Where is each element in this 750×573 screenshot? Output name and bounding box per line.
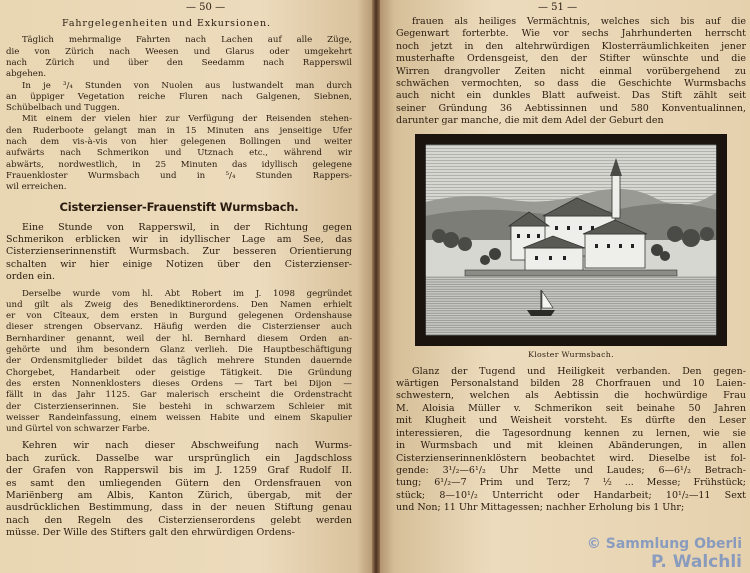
text-line: Mit einem der vielen hier zur Verfügung der Reisenden stehen- xyxy=(22,114,352,125)
text-line: schwächen vermochten, so dass die Geschichte Wurmsbachs xyxy=(396,78,746,90)
book-gutter xyxy=(372,0,380,573)
text-line: Schübelbach und Tuggen. xyxy=(6,103,120,114)
text-line: gende: 3¹/₂—6¹/₂ Uhr Mette und Laudes; 6—6¹/₂ Betrach- xyxy=(396,464,746,476)
left-para-3 xyxy=(6,114,352,193)
text-line: der Ordensmitglieder bildet das täglich mehrere Stunden dauernde xyxy=(6,356,352,367)
watermark xyxy=(587,535,742,571)
text-line: es samt den umliegenden Gütern den Ordensfrauen von xyxy=(6,477,352,489)
text-line: müsse. Der Wille des Stifters galt den ehrwürdigen Ordens- xyxy=(6,527,295,539)
text-line: Kehren wir nach dieser Abschweifung nach Wurms- xyxy=(22,440,352,452)
watermark-line-2: P. Walchli xyxy=(651,552,742,572)
text-line: die von Zürich nach Weesen und Glarus oder umgekehrt xyxy=(6,46,352,57)
left-page xyxy=(0,0,372,573)
text-line: weisser Randeinfassung, einem weissen Habite und einem Skapulier xyxy=(6,412,352,423)
text-line: fällt in das Jahr 1125. Gar malerisch erscheint die Ordenstracht xyxy=(6,390,352,401)
text-line: Bernhardiner genannt, weil der hl. Bernhard diesem Orden an- xyxy=(6,333,352,344)
text-line: er von Cîteaux, dem ersten in Burgund gelegenen Ordenshause xyxy=(6,311,352,322)
text-line: Chorgebet, Handarbeit oder geistige Tätigkeit. Die Gründung xyxy=(6,367,352,378)
text-line: Täglich mehrmalige Fahrten nach Lachen auf alle Züge, xyxy=(22,35,352,46)
text-line: und Gürtel von schwarzer Farbe. xyxy=(6,424,150,435)
illustration-caption: Kloster Wurmsbach. xyxy=(528,349,614,359)
text-line: der Cisterzienserinnen. Sie bestehi in schwarzem Schleier mit xyxy=(6,401,352,412)
text-line: schalten wir hier einige Notizen über den Cisterzienser- xyxy=(6,258,352,270)
text-line: frauen als heiliges Vermächtnis, welches sich bis auf die xyxy=(412,16,746,27)
text-line: dieser strengen Observanz. Häufig werden die Cisterzienser auch xyxy=(6,322,352,333)
running-head: Fahrgelegenheiten und Exkursionen. xyxy=(62,18,271,29)
text-line: ausdrücklichen Bestimmung, dass in der neuen Stiftung genau xyxy=(6,502,352,514)
text-line: tung; 6¹/₂—7 Prim und Terz; 7 ½ ... Messe; Frühstück; xyxy=(396,477,746,489)
text-line: Cisterzienserinnenklöstern beobachtet wird. Dieselbe ist fol- xyxy=(396,452,746,464)
text-line: nach dem vis-à-vis von hier gelegenen Bollingen und weiter xyxy=(6,137,352,148)
text-line: wil erreichen. xyxy=(6,182,67,193)
text-line: nach den Regeln des Cisterzienserordens gelebt werden xyxy=(6,514,352,526)
text-line: Derselbe wurde vom hl. Abt Robert im J. 1098 gegründet xyxy=(22,288,352,299)
right-para-1 xyxy=(396,16,746,128)
text-line: und Non; 11 Uhr Mittagessen; nachher Erholung bis 1 Uhr; xyxy=(396,502,685,514)
text-line: mit Klugheit und Weisheit vorsteht. Es dürfte den Leser xyxy=(396,415,746,427)
text-line: wärtigen Personalstand bilden 28 Chorfrauen und 10 Laien- xyxy=(396,378,746,390)
text-line: gehörte und ihm besondern Glanz verlieh. Die Hauptbeschäftigung xyxy=(6,345,352,356)
right-page-number: — 51 — xyxy=(538,2,578,13)
text-line: der Grafen von Rapperswil bis im J. 1259 Graf Rudolf II. xyxy=(6,465,352,477)
text-line: seiner Gründung 36 Aebtissinnen und 580 Konventualinnen, xyxy=(396,102,746,114)
text-line: stück; 8—10¹/₂ Unterricht oder Handarbeit; 10¹/₂—11 Sext xyxy=(396,489,746,501)
text-line: Mariënberg am Albis, Kanton Zürich, übergab, mit der xyxy=(6,490,352,502)
left-para-6 xyxy=(6,440,352,539)
text-line: interessieren, die Tagesordnung kennen zu lernen, wie sie xyxy=(396,427,746,439)
text-line: Cisterzienserinnenstift Wurmsbach. Zur besseren Orientierung xyxy=(6,246,352,258)
text-line: Eine Stunde von Rapperswil, in der Richtung gegen xyxy=(22,221,352,233)
text-line: schwestern, welchen als Aebtissin die hochwürdige Frau xyxy=(396,390,746,402)
text-line: Wirren drangvoller Zeiten nicht einmal vorübergehend zu xyxy=(396,65,746,77)
text-line: Glanz der Tugend und Heiligkeit verbanden. Den gegen- xyxy=(412,365,746,377)
text-line: des ersten Nonnenklosters dieses Ordens — Tart bei Dijon — xyxy=(6,378,352,389)
left-para-1 xyxy=(6,35,352,80)
text-line: darunter gar manche, die mit dem Adel der Geburt den xyxy=(396,115,664,127)
monastery-engraving-image xyxy=(425,144,717,336)
text-line: musterhafte Ordensgeist, den der Stifter wünschte und die xyxy=(396,53,746,65)
left-page-number: — 50 — xyxy=(186,2,226,13)
text-line: Frauenkloster Wurmsbach und in ⁵/₄ Stunden Rappers- xyxy=(6,170,352,181)
text-line: abwärts, nordwestlich, in 25 Minuten das idyllisch gelegene xyxy=(6,159,352,170)
text-line: in Wurmsbach und mit kleinen Abänderungen, in allen xyxy=(396,440,746,452)
text-line: abgehen. xyxy=(6,69,47,80)
left-para-4 xyxy=(6,222,352,284)
left-para-5 xyxy=(6,289,352,436)
watermark-line-1: © Sammlung Oberli xyxy=(586,536,742,552)
text-line: an üppiger Vegetation reiche Fluren nach Galgenen, Siebnen, xyxy=(6,91,352,102)
text-line: Schmerikon erblicken wir in idyllischer Lage am See, das xyxy=(6,233,352,245)
text-line: noch jetzt in den altehrwürdigen Klosterräumlichkeiten jener xyxy=(396,40,746,52)
left-page-header xyxy=(6,2,352,16)
left-para-2 xyxy=(6,81,352,115)
text-line: Gegenwart forterbte. Wie vor sechs Jahrhunderten herrscht xyxy=(396,28,746,40)
monastery-engraving xyxy=(415,134,727,346)
text-line: aufwärts nach Schmerikon und Utznach etc., während wir xyxy=(6,148,352,159)
right-page xyxy=(380,0,750,573)
right-para-2 xyxy=(396,366,746,515)
right-page-header xyxy=(396,2,746,16)
text-line: nach Zürich und über den Seedamm nach Rapperswil xyxy=(6,58,352,68)
text-line: bach zurück. Dasselbe war ursprünglich ein Jagdschloss xyxy=(6,452,352,464)
text-line: In je ³/₄ Stunden von Nuolen aus lustwandelt man durch xyxy=(22,80,352,91)
text-line: den Ruderboote gelangt man in 15 Minuten ans jenseitige Ufer xyxy=(6,125,352,136)
text-line: orden ein. xyxy=(6,271,55,283)
text-line: auch nicht ein dunkles Blatt aufweist. Das Stift zählt seit xyxy=(396,90,746,102)
text-line: und gilt als Zweig des Benediktinerordens. Den Namen erhielt xyxy=(6,299,352,310)
section-heading: Cisterzienser-Frauenstift Wurmsbach. xyxy=(59,199,299,214)
text-line: M. Aloisia Müller v. Schmerikon seit beinahe 50 Jahren xyxy=(396,402,746,414)
